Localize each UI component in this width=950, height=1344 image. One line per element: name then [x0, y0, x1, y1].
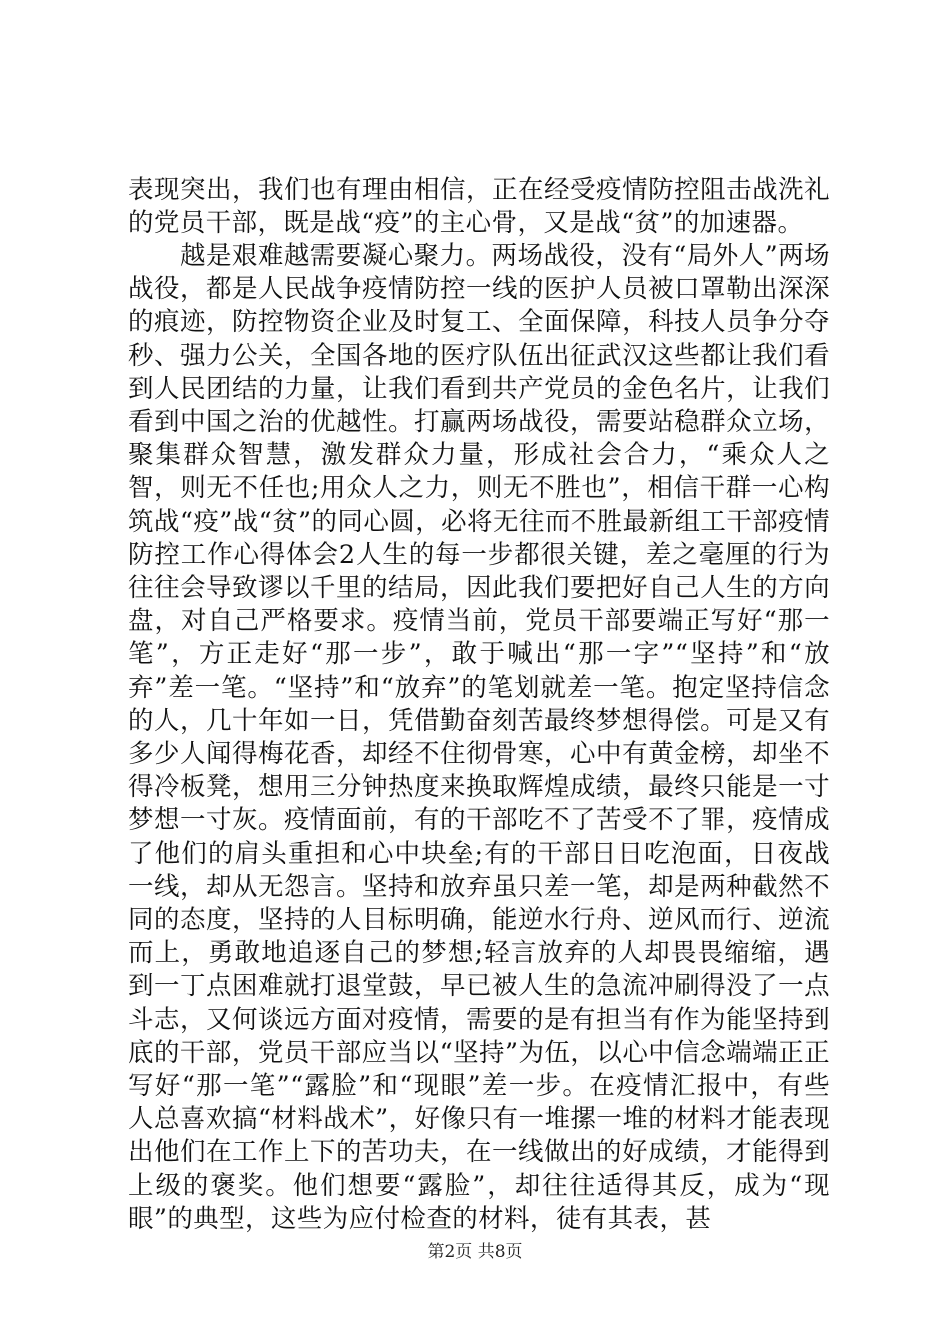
paragraph-2: 越是艰难越需要凝心聚力。两场战役，没有“局外人”两场战役，都是人民战争疫情防控一线的医护人员被口罩勒出深深的痕迹，防控物资企业及时复工、全面保障，科技人员争分夺秒、强力公关，全国各地的医疗队伍出征武汉这些都让我们看到人民团结的力量，让我们看到共产党员的金色名片，让我们看到中国之治的优越性。打赢两场战役，需要站稳群众立场，聚集群众智慧，激发群众力量，形成社会合力，“乘众人之智，则无不任也;用众人之力，则无不胜也”，相信干群一心构筑战“疫”战“贫”的同心圆，必将无往而不胜最新组工干部疫情防控工作心得体会2人生的每一步都很关键，差之毫厘的行为往往会导致谬以千里的结局，因此我们要把好自己人生的方向盘，对自己严格要求。疫情当前，党员干部要端正写好“那一笔”，方正走好“那一步”，敢于喊出“那一字”“坚持”和“放弃”差一笔。“坚持”和“放弃”的笔划就差一笔。抱定坚持信念的人，几十年如一日，凭借勤奋刻苦最终梦想得偿。可是又有多少人闻得梅花香，却经不住彻骨寒，心中有黄金榜，却坐不得冷板凳，想用三分钟热度来换取辉煌成绩，最终只能是一寸梦想一寸灰。疫情面前，有的干部吃不了苦受不了罪，疫情成了他们的肩头重担和心中块垒;有的干部日日吃泡面，日夜战一线，却从无怨言。坚持和放弃虽只差一笔，却是两种截然不同的态度，坚持的人目标明确，能逆水行舟、逆风而行、逆流而上，勇敢地追逐自己的梦想;轻言放弃的人却畏畏缩缩，遇到一丁点困难就打退堂鼓，早已被人生的急流冲刷得没了一点斗志，又何谈远方面对疫情，需要的是有担当有作为能坚持到底的干部，党员干部应当以“坚持”为伍，以心中信念端端正正写好“那一笔”“露脸”和“现眼”差一步。在疫情汇报中，有些人总喜欢搞“材料战术”，好像只有一堆摞一堆的材料才能表现出他们在工作上下的苦功夫，在一线做出的好成绩，才能得到上级的褒奖。他们想要“露脸”，却往往适得其反，成为“现眼”的典型，这些为应付检查的材料，徒有其表，甚 — [128, 241, 830, 1234]
paragraph-1: 表现突出，我们也有理由相信，正在经受疫情防控阻击战洗礼的党员干部，既是战“疫”的主心骨，又是战“贫”的加速器。 — [128, 175, 830, 239]
page-number-footer: 第2页 共8页 — [427, 1242, 523, 1262]
